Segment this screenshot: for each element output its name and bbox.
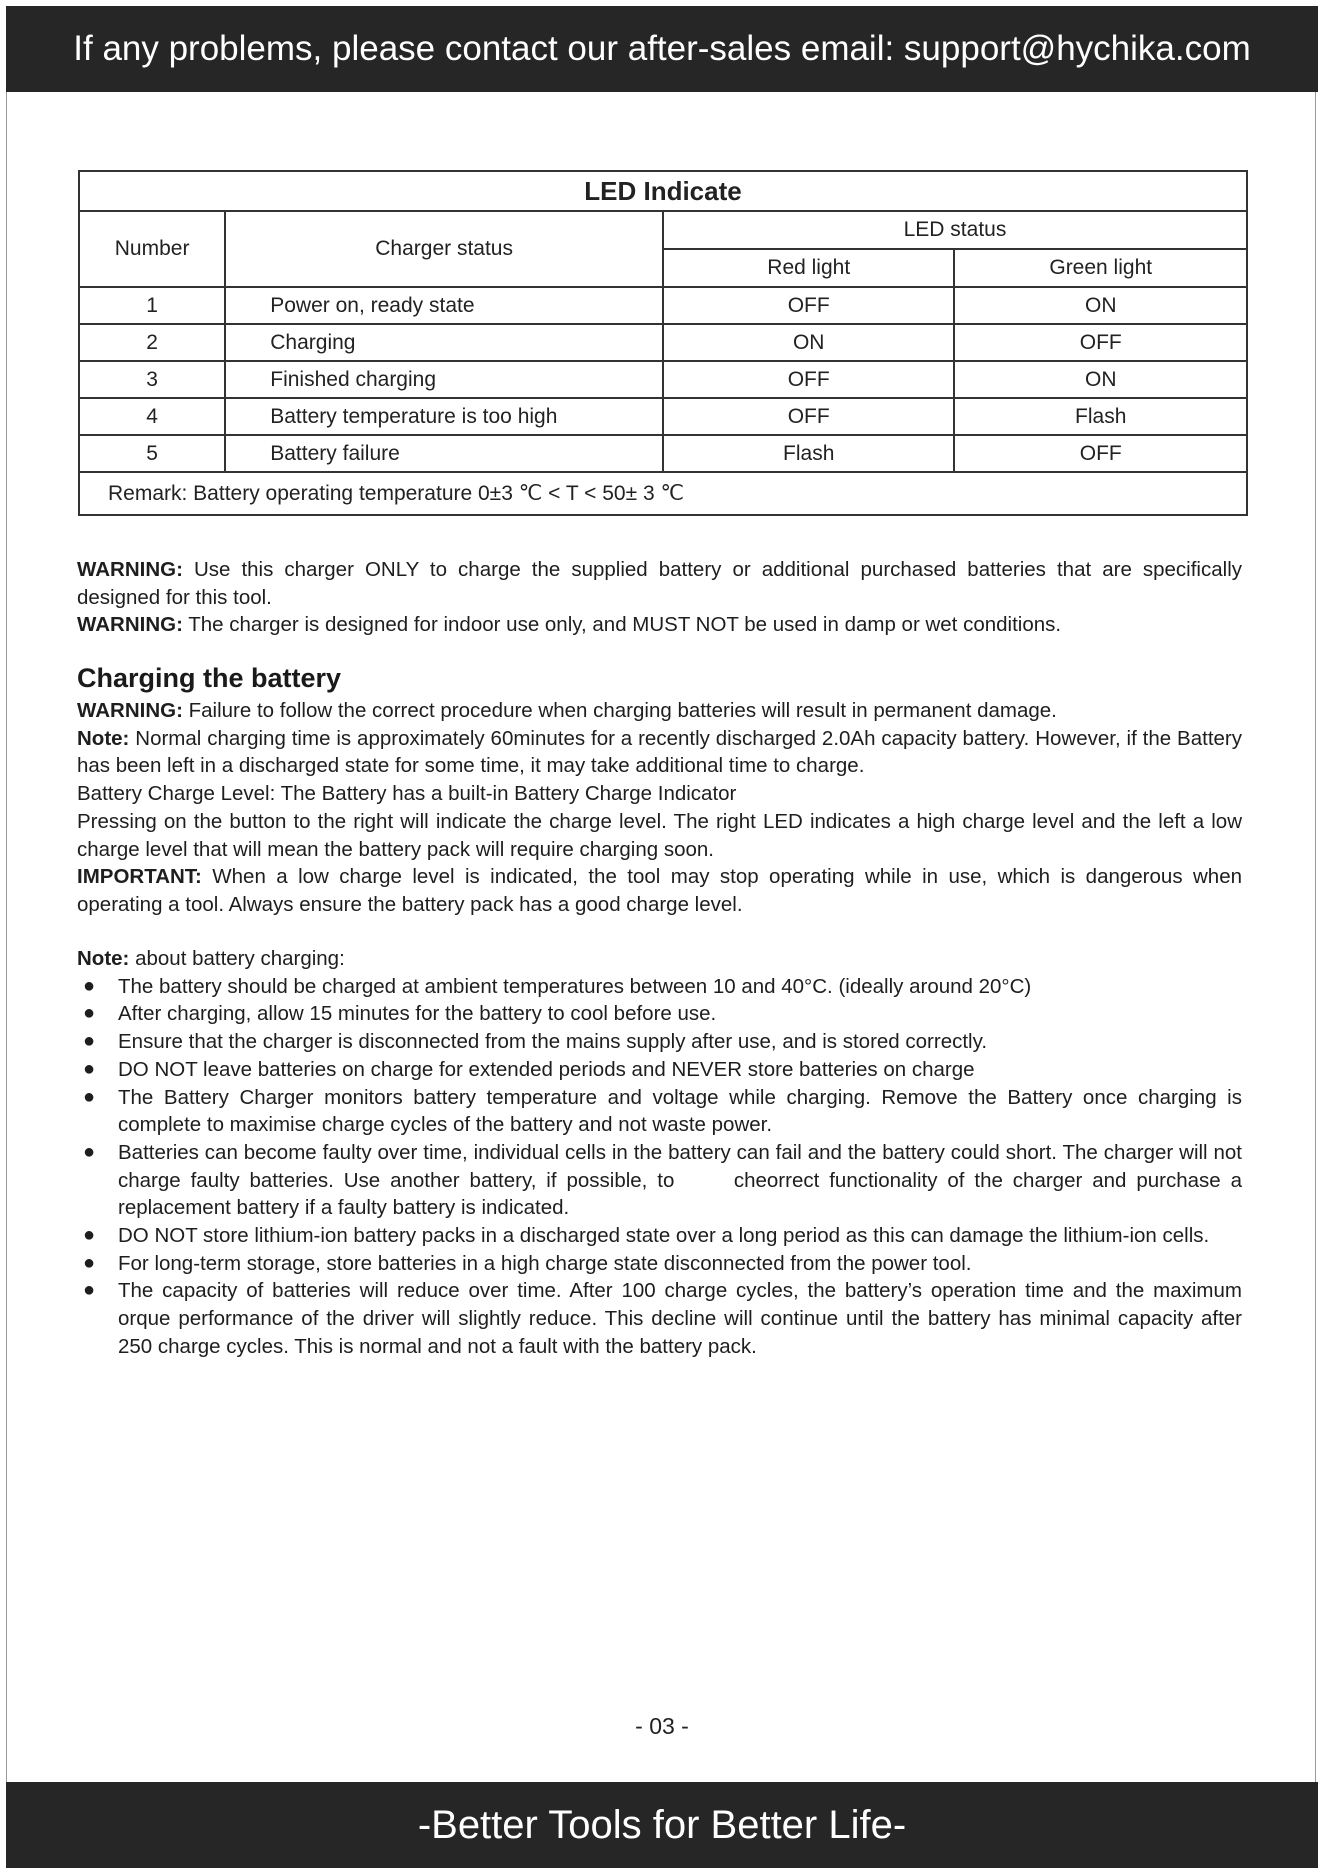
page-number: - 03 - bbox=[635, 1713, 689, 1739]
important-label: IMPORTANT: bbox=[77, 865, 202, 889]
row-red-light: OFF bbox=[663, 287, 954, 324]
row-charger-status: Power on, ready state bbox=[225, 287, 663, 324]
notes-intro bbox=[77, 945, 1242, 973]
bullet-icon: ● bbox=[82, 1140, 96, 1163]
row-charger-status: Battery failure bbox=[225, 435, 663, 472]
warning-paragraph bbox=[77, 556, 1242, 611]
list-item bbox=[77, 1139, 1248, 1222]
led-indicate-table bbox=[78, 170, 1248, 516]
bullet-icon: ● bbox=[82, 1030, 96, 1053]
list-item-text: Batteries can become faulty over time, individual cells in the battery can fail and the battery could short. The charger will not charge faulty batteries. Use another battery, if possible, to cheorrect functionality of the charger and purchase a replacement battery if a faulty battery is indicated. bbox=[118, 1140, 1248, 1220]
notes-intro-text: about battery charging: bbox=[129, 947, 345, 970]
list-item-text: DO NOT store lithium-ion battery packs in a discharged state over a long period as this can damage the lithium-ion cells. bbox=[118, 1224, 1210, 1248]
warning-paragraph bbox=[77, 611, 1242, 639]
row-green-light: Flash bbox=[954, 398, 1247, 435]
important-text: When a low charge level is indicated, the tool may stop operating while in use, which is dangerous when operating a tool. Always ensure the battery pack has a good charge level. bbox=[77, 865, 1242, 916]
list-item bbox=[77, 1000, 1242, 1028]
row-green-light: OFF bbox=[954, 324, 1247, 361]
charging-note bbox=[77, 725, 1242, 780]
bullet-icon: ● bbox=[82, 1279, 96, 1302]
bullet-icon: ● bbox=[82, 1085, 96, 1108]
table-title: LED Indicate bbox=[79, 171, 1247, 211]
row-number: 2 bbox=[79, 324, 225, 361]
bullet-icon: ● bbox=[82, 1224, 96, 1247]
list-item bbox=[77, 1056, 1242, 1084]
warning-text: Failure to follow the correct procedure when charging batteries will result in permanent damage. bbox=[182, 699, 1057, 722]
charge-indicator-text: Pressing on the button to the right will indicate the charge level. The right LED indicates a high charge level and the left a low charge level that will mean the battery pack will require charging soon. bbox=[77, 809, 1242, 861]
column-header-green-light: Green light bbox=[954, 249, 1247, 287]
list-item-text: The capacity of batteries will reduce over time. After 100 charge cycles, the battery’s operation time and the maximum orque performance of the driver will slightly reduce. This decline will continue until the battery has minimal capacity after 250 charge cycles. This is normal and not a fault with the battery pack. bbox=[118, 1279, 1242, 1358]
row-charger-status: Charging bbox=[225, 324, 663, 361]
contact-text: If any problems, please contact our after-sales email: support@hychika.com bbox=[73, 29, 1251, 68]
charging-block bbox=[77, 697, 1242, 919]
row-green-light: OFF bbox=[954, 435, 1247, 472]
bullet-icon: ● bbox=[82, 1057, 96, 1080]
row-green-light: ON bbox=[954, 287, 1247, 324]
warning-label: WARNING: bbox=[77, 613, 183, 637]
slogan-text: -Better Tools for Better Life- bbox=[417, 1803, 907, 1847]
slogan-banner bbox=[6, 1782, 1318, 1868]
list-item-text: DO NOT leave batteries on charge for extended periods and NEVER store batteries on charge bbox=[118, 1057, 975, 1081]
bullet-icon: ● bbox=[82, 974, 96, 997]
column-header-red-light: Red light bbox=[663, 249, 954, 287]
row-number: 4 bbox=[79, 398, 225, 435]
column-header-charger-status: Charger status bbox=[225, 211, 663, 287]
table-remark-row bbox=[79, 472, 1247, 515]
warning-label: WARNING: bbox=[77, 699, 183, 722]
list-item bbox=[77, 973, 1242, 1001]
section-title-charging: Charging the battery bbox=[77, 663, 342, 693]
list-item bbox=[77, 1277, 1242, 1360]
row-number: 1 bbox=[79, 287, 225, 324]
table-title-row bbox=[79, 171, 1247, 211]
row-red-light: Flash bbox=[663, 435, 954, 472]
contact-banner bbox=[6, 6, 1318, 92]
table-remark: Remark: Battery operating temperature 0±3 ℃ < T < 50± 3 ℃ bbox=[79, 472, 1247, 515]
battery-notes-block bbox=[77, 945, 1248, 1361]
table-row bbox=[79, 287, 1247, 324]
list-item bbox=[77, 1028, 1242, 1056]
charge-level-text: Battery Charge Level: The Battery has a built-in Battery Charge Indicator bbox=[77, 782, 737, 806]
column-header-number: Number bbox=[79, 211, 225, 287]
important-paragraph bbox=[77, 863, 1242, 918]
table-row bbox=[79, 435, 1247, 472]
row-red-light: OFF bbox=[663, 398, 954, 435]
row-number: 3 bbox=[79, 361, 225, 398]
notes-list bbox=[77, 973, 1248, 1361]
table-header-row bbox=[79, 211, 1247, 249]
row-green-light: ON bbox=[954, 361, 1247, 398]
list-item-text: For long-term storage, store batteries in a high charge state disconnected from the power tool. bbox=[118, 1251, 972, 1275]
charging-warning bbox=[77, 697, 1242, 725]
bullet-icon: ● bbox=[82, 1002, 96, 1025]
table-row bbox=[79, 324, 1247, 361]
bullet-icon: ● bbox=[82, 1251, 96, 1274]
list-item-text: After charging, allow 15 minutes for the battery to cool before use. bbox=[118, 1002, 717, 1026]
column-header-led-status: LED status bbox=[663, 211, 1247, 249]
row-charger-status: Battery temperature is too high bbox=[225, 398, 663, 435]
note-label: Note: bbox=[77, 947, 130, 970]
warning-text: Use this charger ONLY to charge the supplied battery or additional purchased batteries that are specifically designed for this tool. bbox=[77, 558, 1242, 609]
list-item-text: The battery should be charged at ambient temperatures between 10 and 40°C. (ideally around 20°C) bbox=[118, 974, 1032, 998]
row-red-light: ON bbox=[663, 324, 954, 361]
list-item-text: The Battery Charger monitors battery temperature and voltage while charging. Remove the Battery once charging is complete to maximise charge cycles of the battery and not waste power. bbox=[118, 1085, 1242, 1137]
list-item bbox=[77, 1084, 1242, 1139]
list-item bbox=[77, 1250, 1242, 1278]
row-red-light: OFF bbox=[663, 361, 954, 398]
table-row bbox=[79, 361, 1247, 398]
warnings-block bbox=[77, 556, 1242, 639]
row-charger-status: Finished charging bbox=[225, 361, 663, 398]
table-row bbox=[79, 398, 1247, 435]
note-text: Normal charging time is approximately 60minutes for a recently discharged 2.0Ah capacity battery. However, if the Battery has been left in a discharged state for some time, it may take additional time to charge. bbox=[77, 726, 1242, 778]
note-label: Note: bbox=[77, 726, 130, 750]
row-number: 5 bbox=[79, 435, 225, 472]
warning-text: The charger is designed for indoor use only, and MUST NOT be used in damp or wet conditions. bbox=[182, 613, 1062, 637]
warning-label: WARNING: bbox=[77, 558, 183, 581]
list-item-text: Ensure that the charger is disconnected from the mains supply after use, and is stored correctly. bbox=[118, 1030, 988, 1054]
list-item bbox=[77, 1222, 1242, 1250]
